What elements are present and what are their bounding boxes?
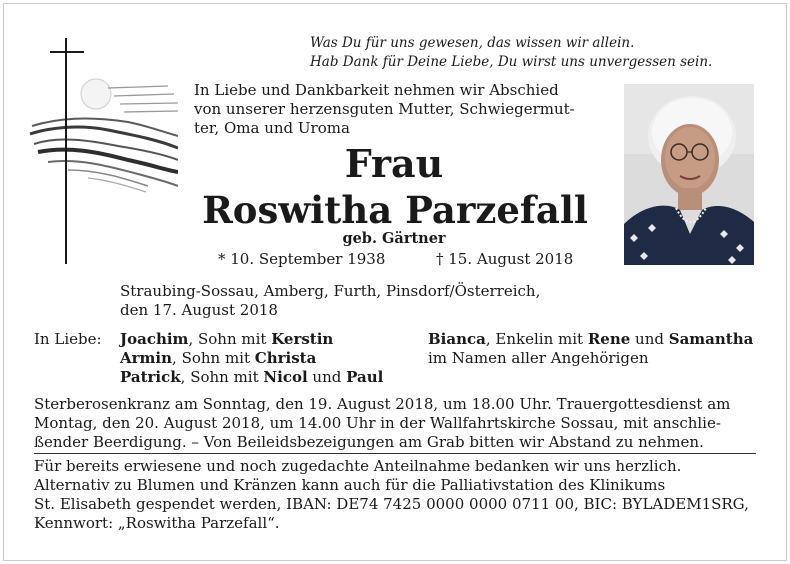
mourner-relation: , Sohn mit [180,368,264,386]
intro-line-1: In Liebe und Dankbarkeit nehmen wir Abschied [194,81,559,99]
mourner-partner: Kerstin [271,330,334,348]
mourner-partner: Samantha [668,330,754,348]
mourner-relation: , Enkelin mit [485,330,588,348]
cross-landscape-icon [28,36,178,266]
mourners-left [120,330,420,387]
places-line-2: den 17. August 2018 [120,301,278,319]
mourner-row [428,330,768,349]
mourner-row [120,368,420,387]
salutation: Frau [344,141,444,186]
funeral-details [34,395,756,452]
mourner-partner: Paul [346,368,384,386]
mourner-row [120,330,420,349]
donation-line-1: Alternativ zu Blumen und Kränzen kann auch für die Palliativstation des Klinikums [34,476,666,494]
mourner-name: Armin [120,349,173,367]
mourner-conjunction: und [630,330,669,348]
mourner-name: Patrick [120,368,181,386]
mourner-name: Bianca [428,330,486,348]
quote-line-2: Hab Dank für Deine Liebe, Du wirst uns unvergessen sein. [310,54,713,70]
intro-line-2: von unserer herzensguten Mutter, Schwiegermut- [194,100,575,118]
funeral-line-1: Sterberosenkranz am Sonntag, den 19. August 2018, um 18.00 Uhr. Trauergottesdienst am [34,395,731,413]
funeral-line-2: Montag, den 20. August 2018, um 14.00 Uhr in der Wallfahrtskirche Sossau, mit anschlie- [34,414,721,432]
thanks-text: Für bereits erwiesene und noch zugedachte Anteilnahme bedanken wir uns herzlich. [34,457,682,475]
birth-name: geb. Gärtner [342,230,446,247]
mourner-partner: Christa [254,349,317,367]
memorial-quote [310,34,760,72]
mourner-name: Joachim [120,330,189,348]
intro-line-3: ter, Oma und Uroma [194,119,350,137]
mourner-conjunction: und [307,368,347,386]
death-date: † 15. August 2018 [436,250,574,268]
mourner-partner: Rene [587,330,631,348]
mourners-right [428,330,768,368]
donation-line-2: St. Elisabeth gespendet werden, IBAN: DE74 7425 0000 0000 0711 00, BIC: BYLADEM1SRG, [34,495,749,513]
intro-text [194,81,604,138]
mourner-row [120,349,420,368]
portrait-photo [624,84,754,265]
divider [34,453,756,454]
mourner-relation: , Sohn mit [172,349,255,367]
birth-date: * 10. September 1938 [218,250,386,268]
places-and-date [120,282,590,320]
donation-line-3: Kennwort: „Roswitha Parzefall“. [34,514,280,532]
mourner-partner: Nicol [263,368,308,386]
deceased-name: Roswitha Parzefall [202,188,588,232]
portrait-illustration [624,84,754,265]
mourners-label: In Liebe: [34,330,102,348]
quote-line-1: Was Du für uns gewesen, das wissen wir allein. [310,35,635,51]
mourners-family-line: im Namen aller Angehörigen [428,349,649,367]
funeral-line-3: ßender Beerdigung. – Von Beileidsbezeigungen am Grab bitten wir Abstand zu nehmen. [34,433,704,451]
mourner-relation: , Sohn mit [188,330,272,348]
places-line-1: Straubing-Sossau, Amberg, Furth, Pinsdorf/Österreich, [120,282,541,300]
donation-text [34,476,756,533]
